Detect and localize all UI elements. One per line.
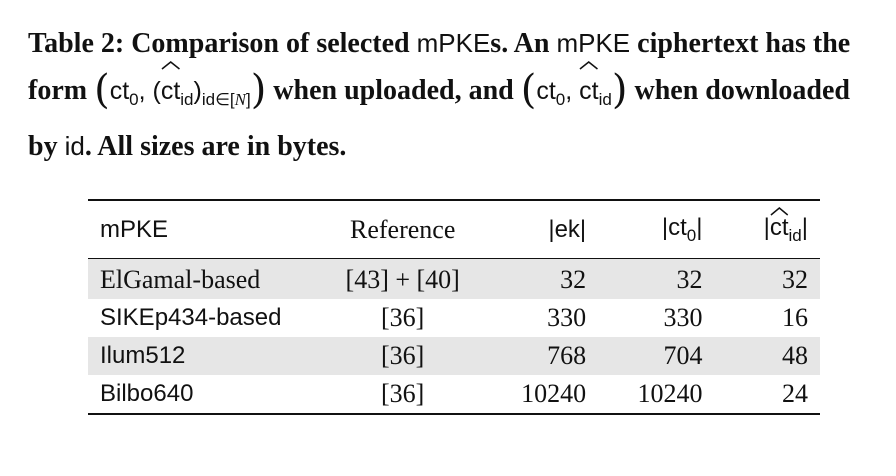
cell-ctid: 48 bbox=[782, 341, 808, 370]
table-row bbox=[88, 259, 820, 300]
formula2-ct0-sub: 0 bbox=[555, 90, 566, 109]
formula-ct-hat bbox=[161, 68, 180, 114]
cell-ct0: 704 bbox=[663, 341, 703, 370]
caption-mpke-term-2: mPKE bbox=[556, 28, 631, 58]
formula-ct-sub: id bbox=[180, 90, 194, 109]
cell-ctid: 16 bbox=[782, 303, 808, 332]
header-reference: Reference bbox=[350, 214, 456, 244]
downloaded-ciphertext-formula bbox=[520, 67, 628, 113]
table-row bbox=[88, 337, 820, 375]
cell-ek: 10240 bbox=[521, 379, 587, 408]
cell-mpke: SIKEp434-based bbox=[100, 304, 282, 331]
cell-mpke: ElGamal-based bbox=[100, 265, 261, 294]
header-ct0-label: |ct bbox=[661, 213, 687, 241]
header-ctid-bar-left: | bbox=[763, 213, 770, 241]
caption-id-term: id bbox=[64, 131, 85, 161]
formula-ct0: ct bbox=[109, 77, 130, 105]
cell-mpke: Ilum512 bbox=[100, 342, 186, 369]
formula-ct: ct bbox=[160, 77, 181, 105]
caption-part-1: Table 2: Comparison of selected bbox=[28, 28, 410, 59]
formula2-ct-sub: id bbox=[598, 90, 612, 109]
table-header-row bbox=[88, 200, 820, 259]
formula-index-close: ] bbox=[245, 90, 251, 109]
cell-ctid: 32 bbox=[782, 265, 808, 294]
caption-part-6: . All sizes are in bytes. bbox=[84, 131, 347, 162]
header-ctid-sub: id bbox=[788, 225, 802, 245]
comparison-table bbox=[88, 199, 820, 415]
caption-part-4: when uploaded, and bbox=[273, 75, 514, 106]
cell-ctid: 24 bbox=[782, 379, 808, 408]
formula-close-paren: ) bbox=[250, 67, 267, 113]
table-row bbox=[88, 299, 820, 337]
formula2-close-paren: ) bbox=[611, 67, 628, 113]
formula2-ct: ct bbox=[579, 77, 599, 105]
cell-ct0: 32 bbox=[676, 265, 703, 294]
cell-ek: 330 bbox=[547, 303, 587, 332]
formula-comma: , ( bbox=[138, 77, 161, 105]
caption-part-2: s. An bbox=[490, 28, 550, 59]
header-ek: |ek| bbox=[548, 215, 587, 243]
cell-ct0: 10240 bbox=[637, 379, 703, 408]
comparison-table-wrapper bbox=[88, 199, 820, 415]
header-ctid-bar-right: | bbox=[801, 213, 808, 241]
header-mpke: mPKE bbox=[100, 215, 169, 243]
header-ctid-hat bbox=[770, 214, 789, 242]
uploaded-ciphertext-formula bbox=[94, 67, 267, 113]
header-ct0-bar: | bbox=[696, 213, 703, 241]
formula-index: id∈[ bbox=[201, 90, 235, 109]
cell-ct0: 330 bbox=[663, 303, 703, 332]
cell-ek: 768 bbox=[547, 341, 587, 370]
table-caption bbox=[28, 20, 878, 170]
formula2-ct0: ct bbox=[536, 77, 556, 105]
header-ct0-sub: 0 bbox=[686, 225, 697, 245]
caption-mpke-term: mPKE bbox=[416, 28, 491, 58]
caption-part-5: when downloaded by bbox=[28, 75, 850, 162]
formula2-ct-hat bbox=[579, 68, 598, 114]
cell-reference: [36] bbox=[381, 379, 425, 408]
cell-ek: 32 bbox=[560, 265, 587, 294]
cell-mpke: Bilbo640 bbox=[100, 380, 194, 407]
header-ct0 bbox=[598, 200, 714, 259]
table-row bbox=[88, 375, 820, 414]
formula2-open-paren: ( bbox=[520, 67, 537, 113]
header-ctid-ct: ct bbox=[769, 213, 789, 241]
formula-index-n: N bbox=[234, 90, 246, 109]
cell-reference: [43] + [40] bbox=[345, 265, 460, 294]
header-ctid bbox=[714, 200, 820, 259]
formula-inner-close: ) bbox=[193, 77, 202, 105]
cell-reference: [36] bbox=[381, 341, 425, 370]
caption-part-3: ciphertext has the form bbox=[28, 28, 851, 106]
formula-ct0-sub: 0 bbox=[129, 90, 139, 109]
formula2-comma: , bbox=[565, 77, 580, 105]
cell-reference: [36] bbox=[381, 303, 425, 332]
formula-open-paren: ( bbox=[94, 67, 110, 113]
